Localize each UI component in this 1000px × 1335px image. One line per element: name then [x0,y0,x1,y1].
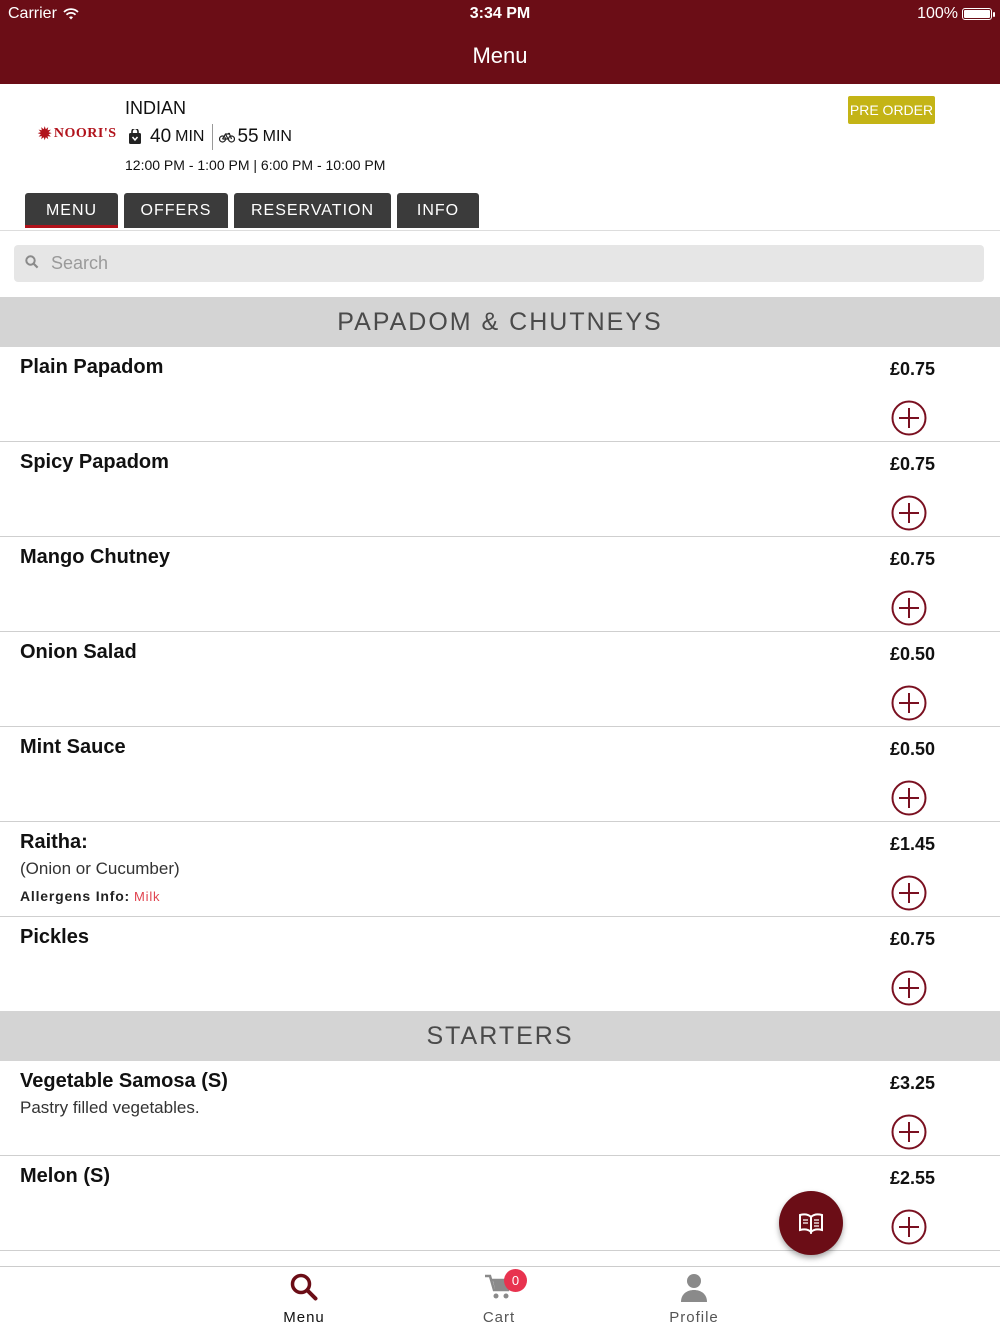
opening-hours: 12:00 PM - 1:00 PM | 6:00 PM - 10:00 PM [125,157,386,173]
add-item-button[interactable] [891,495,927,531]
battery-icon [962,8,992,20]
item-price: £0.75 [889,359,935,379]
tab-bar-cart[interactable] [439,1267,559,1335]
add-item-button[interactable] [891,1114,927,1150]
battery-percent: 100% [917,5,958,22]
item-price: £0.50 [889,739,935,759]
item-name: Spicy Papadom [20,451,169,473]
allergen-info [20,888,160,904]
item-name: Pickles [20,926,89,948]
battery-status [917,5,992,23]
tab-menu[interactable]: MENU [25,193,118,228]
collection-time-unit: MIN [175,128,205,145]
search-icon [24,254,40,270]
bicycle-icon [219,131,235,143]
cart-count-badge: 0 [504,1269,527,1292]
item-name: Plain Papadom [20,356,164,378]
menu-item[interactable] [0,537,1000,632]
tab-bar-profile[interactable] [634,1267,754,1335]
allergen-label: Allergens Info: [20,888,131,904]
item-name: Mint Sauce [20,736,126,758]
nav-bar [0,28,1000,84]
tab-reservation[interactable]: RESERVATION [234,193,391,228]
section-header: STARTERS [0,1011,1000,1061]
menu-item[interactable] [0,822,1000,917]
logo-text: NOORI'S [53,126,117,141]
item-price: £1.45 [889,834,935,854]
allergen-value: Milk [134,889,161,904]
menu-item[interactable] [0,347,1000,442]
pre-order-badge: PRE ORDER [848,96,935,124]
item-price: £0.75 [889,549,935,569]
item-price: £0.75 [889,454,935,474]
divider [212,124,213,150]
menu-item[interactable] [0,917,1000,1012]
item-price: £0.50 [889,644,935,664]
restaurant-logo [38,124,117,144]
user-icon [679,1272,709,1302]
add-item-button[interactable] [891,780,927,816]
restaurant-tabs [25,193,479,228]
tab-info[interactable]: INFO [397,193,479,228]
menu-item[interactable] [0,727,1000,822]
item-name: Raitha: [20,831,88,853]
item-price: £0.75 [889,929,935,949]
cuisine-label: INDIAN [125,98,187,118]
add-item-button[interactable] [891,970,927,1006]
menu-item[interactable] [0,632,1000,727]
delivery-times [128,124,292,150]
add-item-button[interactable] [891,685,927,721]
menu-item[interactable] [0,442,1000,537]
item-price: £2.55 [889,1168,935,1188]
tab-bar-cart-label: Cart [482,1309,516,1326]
collection-bag-icon [128,129,142,145]
search-bar [0,230,1000,297]
page-title: Menu [472,43,528,68]
logo-sun-icon: ✹ [38,126,52,143]
search-input[interactable] [14,245,984,282]
item-price: £3.25 [889,1073,935,1093]
carrier-label: Carrier [8,5,57,22]
item-name: Vegetable Samosa (S) [20,1070,228,1092]
add-item-button[interactable] [891,590,927,626]
search-icon [289,1272,319,1302]
add-item-button[interactable] [891,1209,927,1245]
bottom-tab-bar [0,1266,1000,1335]
open-book-icon [798,1212,824,1234]
tab-offers[interactable]: OFFERS [124,193,228,228]
section-header: PAPADOM & CHUTNEYS [0,297,1000,347]
clock: 3:34 PM [469,5,531,22]
collection-time: 40 [150,126,172,147]
item-description: (Onion or Cucumber) [20,859,180,878]
item-description: Pastry filled vegetables. [20,1098,200,1117]
add-item-button[interactable] [891,875,927,911]
delivery-time-unit: MIN [262,128,292,145]
delivery-time: 55 [237,126,259,147]
item-name: Onion Salad [20,641,137,663]
menu-categories-button[interactable] [779,1191,843,1255]
tab-bar-menu[interactable] [244,1267,364,1335]
tab-bar-profile-label: Profile [669,1309,719,1326]
item-name: Melon (S) [20,1165,110,1187]
tab-bar-menu-label: Menu [283,1309,325,1326]
menu-item[interactable] [0,1156,1000,1251]
menu-item[interactable] [0,1061,1000,1156]
item-name: Mango Chutney [20,546,170,568]
status-bar [0,0,1000,28]
add-item-button[interactable] [891,400,927,436]
